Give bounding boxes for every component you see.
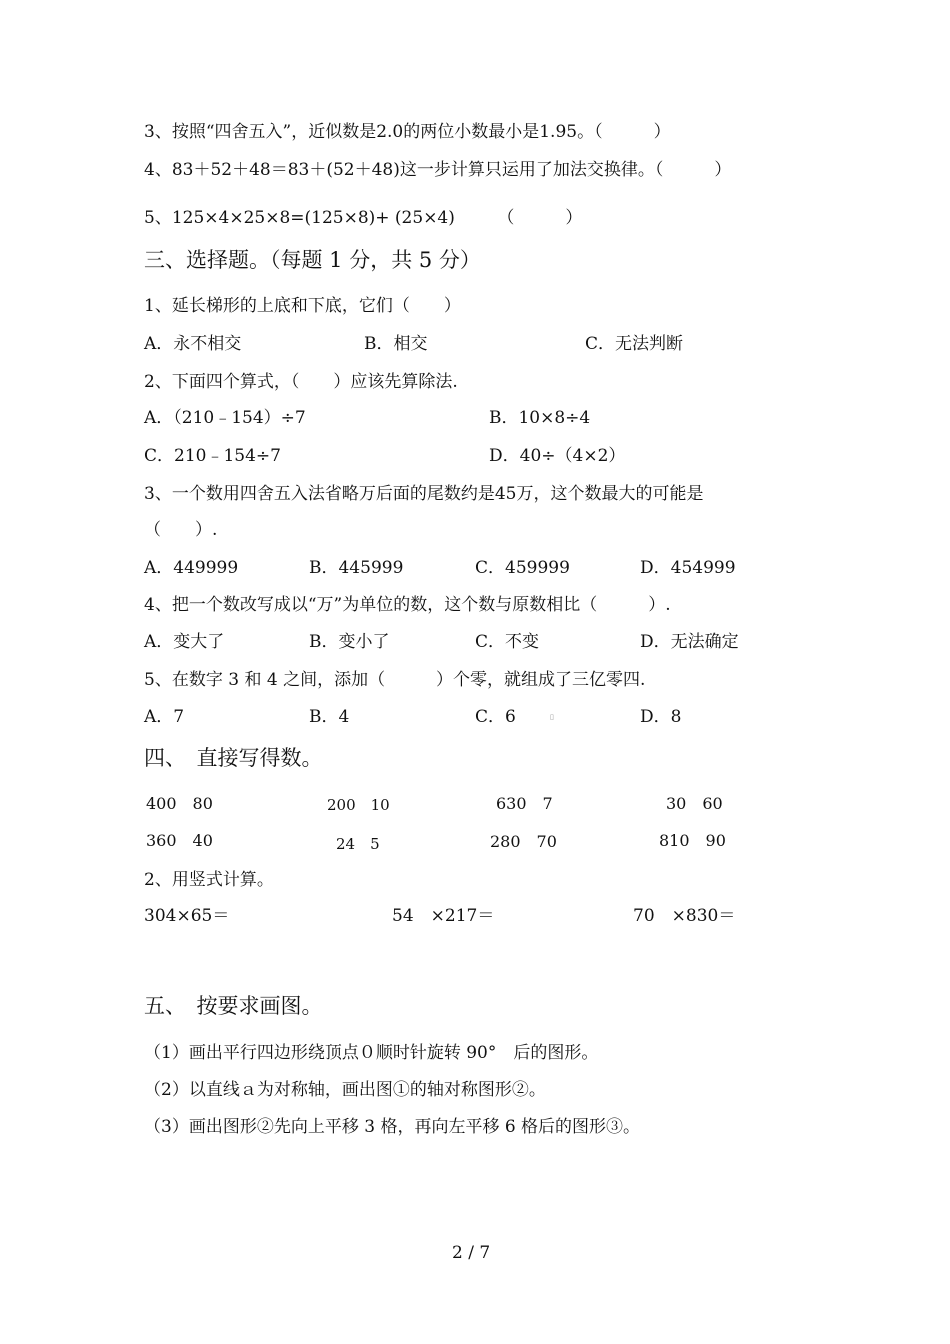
vertical-calc-title: 2、用竖式计算。 xyxy=(144,870,274,890)
choice-q3-stem-continued: （ ）. xyxy=(144,520,218,540)
drawing-task-1: （1）画出平行四边形绕顶点０顺时针旋转 90° 后的图形。 xyxy=(144,1043,599,1063)
choice-q2-option-b: B．10×8÷4 xyxy=(489,408,591,428)
choice-q4-option-b: B．变小了 xyxy=(309,632,390,652)
choice-q4-option-d: D．无法确定 xyxy=(640,632,739,652)
vertical-calc-item: 304×65＝ xyxy=(144,906,230,926)
choice-q2-option-d: D．40÷（4×2） xyxy=(489,446,626,466)
section-4-title: 四、 直接写得数。 xyxy=(144,746,323,770)
drawing-task-3: （3）画出图形②先向上平移 3 格，再向左平移 6 格后的图形③。 xyxy=(144,1117,641,1137)
choice-q2-stem: 2、下面四个算式，（ ）应该先算除法. xyxy=(144,372,458,392)
choice-q4-option-a: A．变大了 xyxy=(144,632,225,652)
choice-q3-option-a: A．449999 xyxy=(144,558,239,578)
mental-calc-item: 24 5 xyxy=(336,835,380,853)
choice-q5-option-d: D．8 xyxy=(640,707,682,727)
choice-q1-option-b: B．相交 xyxy=(364,334,428,354)
page-number: 2 / 7 xyxy=(452,1243,491,1263)
mental-calc-item: 280 70 xyxy=(490,832,557,851)
choice-q5-option-b: B．4 xyxy=(309,707,350,727)
judge-item-5: 5、125×4×25×8=(125×8)+ (25×4) （ ） xyxy=(144,208,583,228)
choice-q3-option-d: D．454999 xyxy=(640,558,736,578)
choice-q3-stem: 3、一个数用四舍五入法省略万后面的尾数约是45万，这个数最大的可能是 xyxy=(144,484,704,504)
judge-item-4: 4、83＋52＋48＝83＋(52＋48)这一步计算只运用了加法交换律。（ ） xyxy=(144,160,732,180)
section-3-title: 三、选择题。（每题 1 分，共 5 分） xyxy=(144,248,481,272)
choice-q1-option-a: A．永不相交 xyxy=(144,334,242,354)
choice-q3-option-c: C．459999 xyxy=(475,558,570,578)
choice-q4-option-c: C．不变 xyxy=(475,632,540,652)
section-5-title: 五、 按要求画图。 xyxy=(144,994,323,1018)
choice-q1-option-c: C．无法判断 xyxy=(585,334,684,354)
choice-q5-option-a: A．7 xyxy=(144,707,185,727)
vertical-calc-item: 54 ×217＝ xyxy=(392,906,495,926)
choice-q4-stem: 4、把一个数改写成以“万”为单位的数，这个数与原数相比（ ）. xyxy=(144,595,671,615)
choice-q5-stem: 5、在数字 3 和 4 之间，添加（ ）个零，就组成了三亿零四. xyxy=(144,670,646,690)
choice-q5-option-c: C．6 xyxy=(475,707,516,727)
mental-calc-item: 630 7 xyxy=(496,794,553,813)
vertical-calc-item: 70 ×830＝ xyxy=(633,906,736,926)
choice-q2-option-a: A．（210﹣154）÷7 xyxy=(144,408,306,428)
drawing-task-2: （2）以直线ａ为对称轴，画出图①的轴对称图形②。 xyxy=(144,1080,546,1100)
choice-q3-option-b: B．445999 xyxy=(309,558,404,578)
mental-calc-item: 30 60 xyxy=(666,794,723,813)
mental-calc-item: 810 90 xyxy=(659,831,726,850)
mental-calc-item: 360 40 xyxy=(146,831,213,850)
stray-mark-icon: ▯ xyxy=(550,713,554,721)
mental-calc-item: 200 10 xyxy=(327,796,390,814)
mental-calc-item: 400 80 xyxy=(146,794,213,813)
choice-q1-stem: 1、延长梯形的上底和下底，它们（ ） xyxy=(144,296,461,316)
judge-item-3: 3、按照“四舍五入”，近似数是2.0的两位小数最小是1.95。（ ） xyxy=(144,122,671,142)
choice-q2-option-c: C．210﹣154÷7 xyxy=(144,446,281,466)
